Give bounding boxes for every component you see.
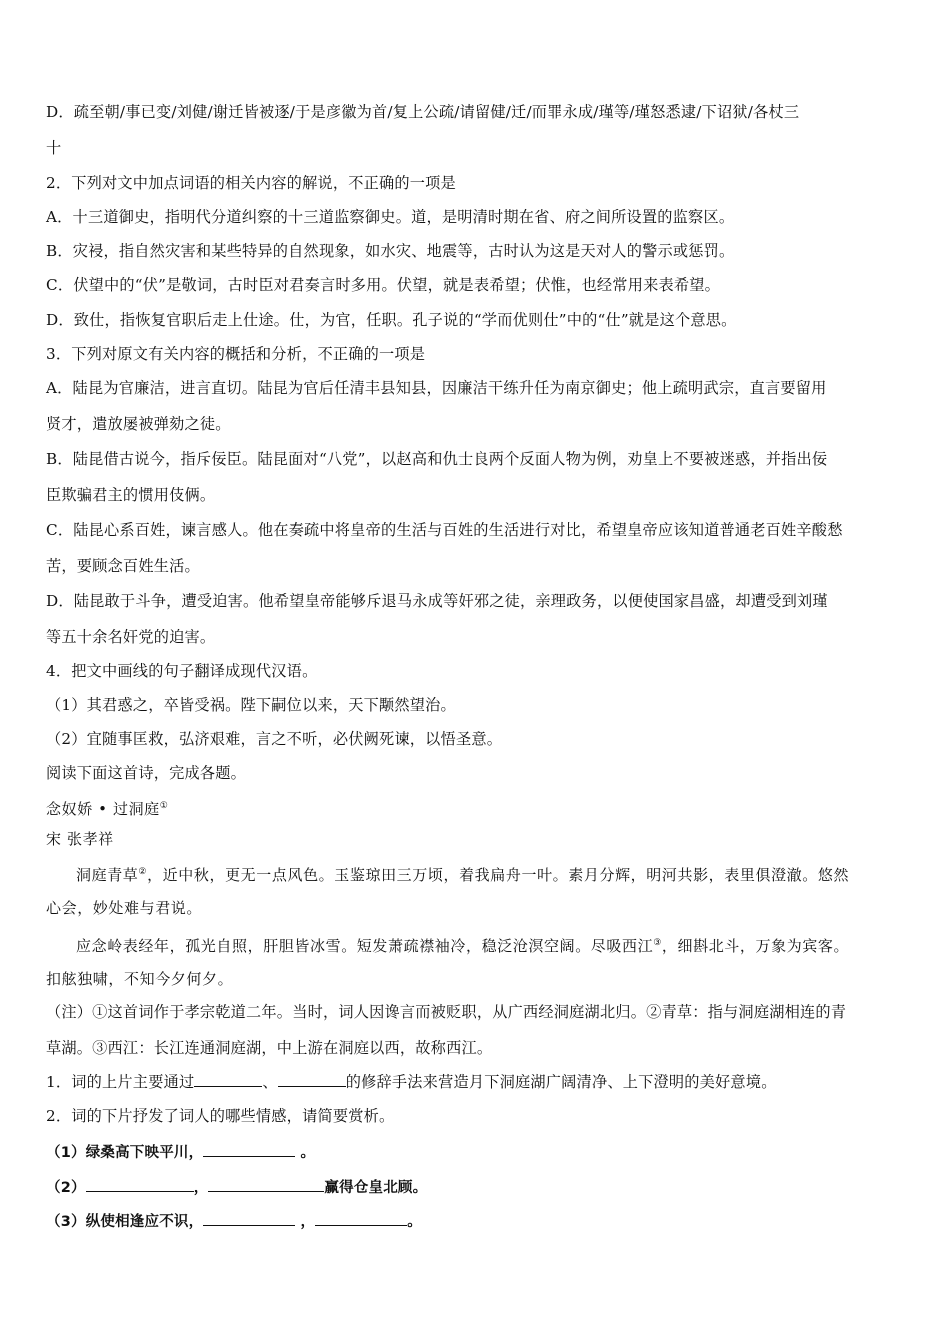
poem-note-line1: （注）①这首词作于孝宗乾道二年。当时，词人因谗言而被贬职，从广西经洞庭湖北归。②青草：指与洞庭湖相连的青 (46, 1003, 847, 1021)
q4-stem: 4．把文中画线的句子翻译成现代汉语。 (46, 662, 318, 680)
fill-in-text: ， (193, 1180, 209, 1196)
q3-option-d-line1: D．陆昆敢于斗争，遭受迫害。他希望皇帝能够斥退马永成等奸邪之徒，亲理政务，以便使国家昌盛，却遭受到刘瑾 (46, 592, 828, 610)
q1-option-d-line1: D．疏至朝/事已变/刘健/谢迁皆被逐/于是彦徽为首/复上公疏/请留健/迁/而罪永成/瑾等/瑾怒悉逮/下诏狱/各杖三 (46, 103, 800, 121)
poem-stanza2-line2: 扣舷独啸，不知今夕何夕。 (46, 970, 234, 988)
q3-stem: 3．下列对原文有关内容的概括和分析，不正确的一项是 (46, 345, 426, 363)
poem-question-1 (46, 1072, 777, 1092)
q2-stem: 2．下列对文中加点词语的相关内容的解说，不正确的一项是 (46, 174, 456, 192)
q2-option-d: D．致仕，指恢复官职后走上仕途。仕，为官，任职。孔子说的“学而优则仕”中的“仕”就是这个意思。 (46, 311, 737, 329)
fill-in-text: 。 (295, 1145, 316, 1161)
poem-title (46, 796, 168, 819)
poem-text: ，近中秋，更无一点风色。玉鉴琼田三万顷，着我扁舟一叶。素月分辉，明河共影，表里俱澄澈。悠然 (147, 866, 850, 884)
poem-text: 洞庭青草 (76, 866, 139, 884)
footnote-marker: ③ (653, 938, 662, 948)
poem-text: ，细斟北斗，万象为宾客。 (661, 937, 850, 955)
poem-stanza1-line1 (46, 862, 849, 885)
q3-option-a-line1: A．陆昆为官廉洁，进言直切。陆昆为官后任清丰县知县，因廉洁干练升任为南京御史；他上疏明武宗，直言要留用 (46, 379, 827, 397)
answer-blank[interactable] (208, 1177, 324, 1192)
q2-option-a: A．十三道御史，指明代分道纠察的十三道监察御史。道，是明清时期在省、府之间所设置的监察区。 (46, 208, 735, 226)
fill-in-text: ， (295, 1214, 316, 1230)
fill-in-text: （3）纵使相逢应不识， (46, 1214, 204, 1230)
poem-title-text: 念奴娇 • 过洞庭 (46, 800, 160, 818)
question-text: 的修辞手法来营造月下洞庭湖广阔清净、上下澄明的美好意境。 (345, 1073, 777, 1091)
q3-option-a-line2: 贤才，遣放屡被弹劾之徒。 (46, 415, 231, 433)
q2-option-b: B．灾祲，指自然灾害和某些特异的自然现象，如水灾、地震等，古时认为这是天对人的警示或惩罚。 (46, 242, 735, 260)
poem-text: 应念岭表经年，孤光自照，肝胆皆冰雪。短发萧疏襟袖冷，稳泛沧溟空阔。尽吸西江 (76, 937, 654, 955)
fill-in-text: 。 (407, 1214, 422, 1230)
q4-item-1: （1）其君惑之，卒皆受祸。陛下嗣位以来，天下颙然望治。 (46, 696, 456, 714)
poem-author: 宋 张孝祥 (46, 830, 114, 848)
q4-item-2: （2）宜随事匡救，弘济艰难，言之不听，必伏阙死谏，以悟圣意。 (46, 730, 503, 748)
answer-blank[interactable] (315, 1211, 407, 1226)
poem-stanza2-line1 (46, 933, 849, 956)
question-text: 、 (262, 1073, 278, 1091)
fill-in-text: （1）绿桑高下映平川， (46, 1145, 204, 1161)
question-text: 1．词的上片主要通过 (46, 1073, 195, 1091)
footnote-marker: ① (159, 801, 169, 811)
poem-intro: 阅读下面这首诗，完成各题。 (46, 764, 247, 782)
answer-blank[interactable] (203, 1142, 295, 1157)
answer-blank[interactable] (278, 1072, 346, 1087)
poem-note-line2: 草湖。③西江：长江连通洞庭湖，中上游在洞庭以西，故称西江。 (46, 1039, 493, 1057)
answer-blank[interactable] (86, 1177, 194, 1192)
q3-option-b-line2: 臣欺骗君主的惯用伎俩。 (46, 486, 216, 504)
q2-option-c: C．伏望中的“伏”是敬词，古时臣对君奏言时多用。伏望，就是表希望；伏惟，也经常用来表希望。 (46, 276, 721, 294)
fill-in-item-3 (46, 1211, 422, 1232)
fill-in-text: （2） (46, 1180, 86, 1196)
q3-option-c-line2: 苦，要顾念百姓生活。 (46, 557, 200, 575)
answer-blank[interactable] (194, 1072, 262, 1087)
fill-in-text: 赢得仓皇北顾。 (324, 1180, 428, 1196)
poem-question-2: 2．词的下片抒发了词人的哪些情感，请简要赏析。 (46, 1107, 395, 1125)
q3-option-b-line1: B．陆昆借古说今，指斥佞臣。陆昆面对“八党”，以赵高和仇士良两个反面人物为例，劝皇上不要被迷惑，并指出佞 (46, 450, 828, 468)
fill-in-item-2 (46, 1177, 427, 1198)
q1-option-d-line2: 十 (46, 139, 62, 157)
fill-in-item-1 (46, 1142, 315, 1163)
q3-option-c-line1: C．陆昆心系百姓，谏言感人。他在奏疏中将皇帝的生活与百姓的生活进行对比，希望皇帝应该知道普通老百姓辛酸愁 (46, 521, 843, 539)
q3-option-d-line2: 等五十余名奸党的迫害。 (46, 628, 216, 646)
poem-stanza1-line2: 心会，妙处难与君说。 (46, 899, 203, 917)
footnote-marker: ② (138, 867, 148, 877)
answer-blank[interactable] (203, 1211, 295, 1226)
